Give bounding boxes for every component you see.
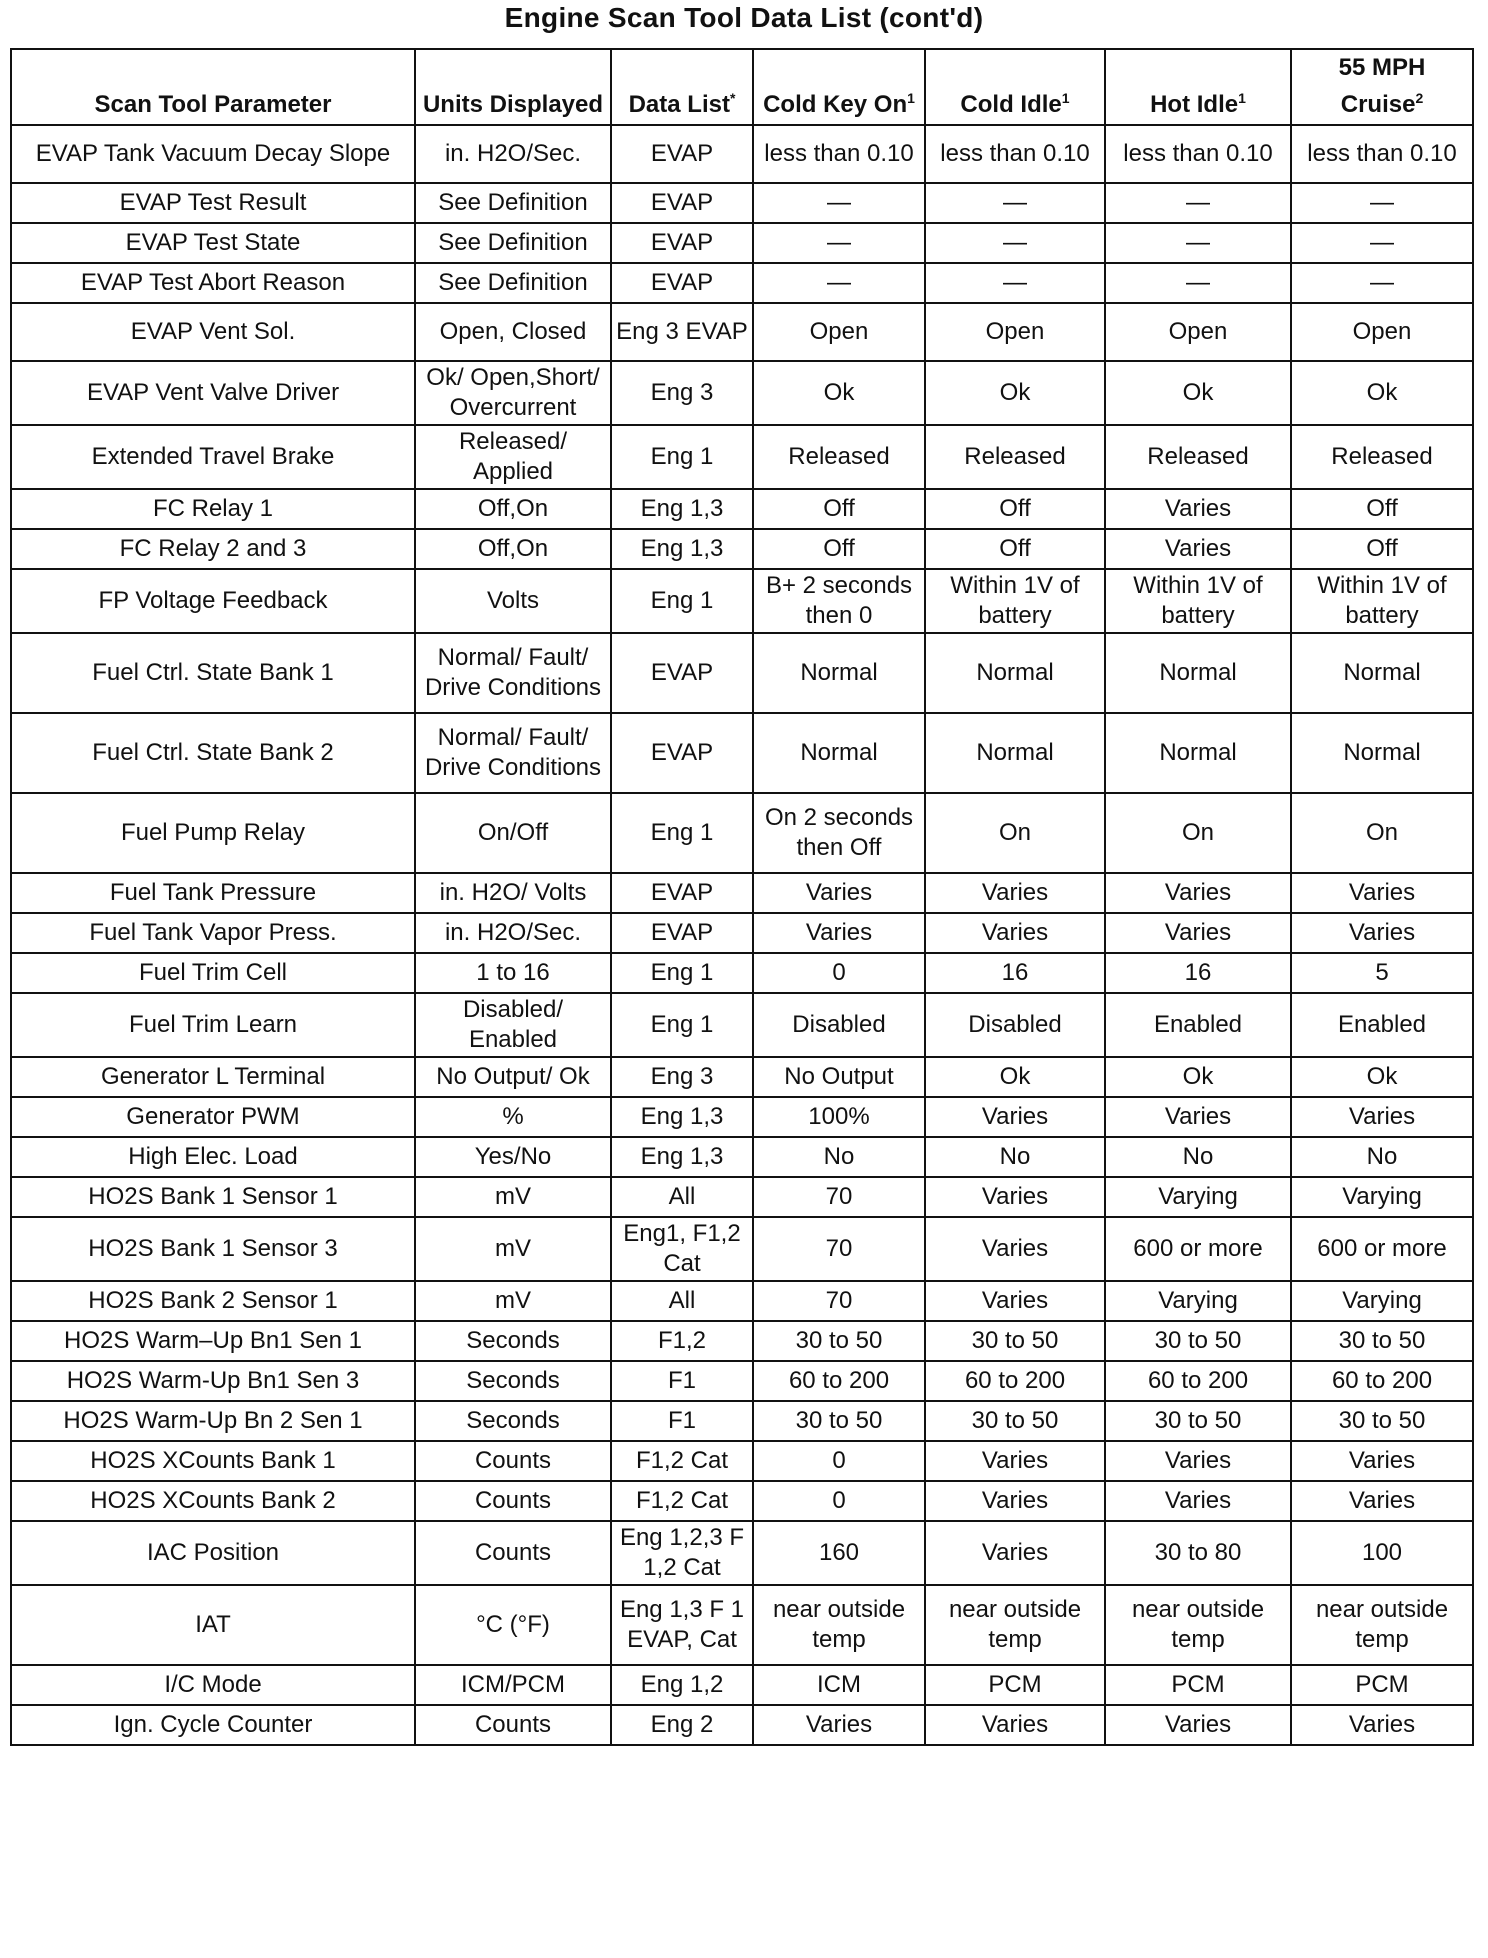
table-row (11, 1057, 1473, 1097)
units-cell: in. H2O/ Volts (415, 873, 611, 913)
cold-key-on-cell: 30 to 50 (753, 1401, 925, 1441)
cold-key-on-cell: Normal (753, 713, 925, 793)
units-cell: Seconds (415, 1361, 611, 1401)
cold-key-on-cell: 100% (753, 1097, 925, 1137)
cold-idle-cell: 30 to 50 (925, 1321, 1105, 1361)
cold-idle-cell: Varies (925, 1441, 1105, 1481)
cold-key-on-cell: Ok (753, 361, 925, 425)
units-cell: in. H2O/Sec. (415, 125, 611, 183)
cold-idle-cell: Varies (925, 1217, 1105, 1281)
data-list-cell: Eng 3 (611, 361, 753, 425)
table-row (11, 223, 1473, 263)
parameter-cell: Fuel Tank Pressure (11, 873, 415, 913)
parameter-cell: IAC Position (11, 1521, 415, 1585)
cold-key-on-cell: — (753, 223, 925, 263)
header-row (11, 49, 1473, 125)
units-cell: Seconds (415, 1401, 611, 1441)
scan-tool-data-table (10, 48, 1474, 1746)
units-cell: See Definition (415, 263, 611, 303)
parameter-cell: EVAP Tank Vacuum Decay Slope (11, 125, 415, 183)
hot-idle-cell: PCM (1105, 1665, 1291, 1705)
units-cell: See Definition (415, 183, 611, 223)
cruise-cell: Varies (1291, 1481, 1473, 1521)
cruise-cell: Varies (1291, 1441, 1473, 1481)
data-list-cell: All (611, 1177, 753, 1217)
hot-idle-cell: 30 to 80 (1105, 1521, 1291, 1585)
cold-idle-cell: Varies (925, 913, 1105, 953)
cold-key-on-cell: near outside temp (753, 1585, 925, 1665)
hot-idle-cell: Ok (1105, 1057, 1291, 1097)
data-list-cell: Eng 1,3 F 1 EVAP, Cat (611, 1585, 753, 1665)
data-list-cell: Eng 1,3 (611, 1097, 753, 1137)
parameter-cell: Extended Travel Brake (11, 425, 415, 489)
cold-idle-cell: less than 0.10 (925, 125, 1105, 183)
table-row (11, 1177, 1473, 1217)
cold-idle-cell: Varies (925, 1705, 1105, 1745)
units-cell: 1 to 16 (415, 953, 611, 993)
table-row (11, 1281, 1473, 1321)
cold-idle-cell: Off (925, 489, 1105, 529)
cruise-cell: Released (1291, 425, 1473, 489)
data-list-cell: Eng 3 EVAP (611, 303, 753, 361)
table-row (11, 263, 1473, 303)
table-row (11, 489, 1473, 529)
units-cell: Normal/ Fault/ Drive Conditions (415, 633, 611, 713)
table-row (11, 633, 1473, 713)
cold-idle-cell: Varies (925, 1097, 1105, 1137)
table-row (11, 1097, 1473, 1137)
cold-key-on-cell: Varies (753, 913, 925, 953)
cold-key-on-cell: 0 (753, 953, 925, 993)
parameter-cell: EVAP Test Result (11, 183, 415, 223)
cold-idle-cell: Varies (925, 1177, 1105, 1217)
hot-idle-cell: Varying (1105, 1177, 1291, 1217)
cruise-cell: Ok (1291, 361, 1473, 425)
cold-idle-cell: Normal (925, 633, 1105, 713)
cruise-cell: Varying (1291, 1281, 1473, 1321)
cold-key-on-cell: Varies (753, 873, 925, 913)
table-row (11, 793, 1473, 873)
data-list-cell: Eng 1 (611, 793, 753, 873)
data-list-cell: F1,2 Cat (611, 1441, 753, 1481)
hot-idle-cell: Normal (1105, 633, 1291, 713)
cruise-cell: Varies (1291, 913, 1473, 953)
cruise-cell: No (1291, 1137, 1473, 1177)
hot-idle-cell: Varies (1105, 873, 1291, 913)
table-row (11, 1585, 1473, 1665)
units-cell: in. H2O/Sec. (415, 913, 611, 953)
cold-key-on-cell: Normal (753, 633, 925, 713)
units-cell: Off,On (415, 529, 611, 569)
table-row (11, 913, 1473, 953)
cold-idle-cell: Off (925, 529, 1105, 569)
cold-key-on-cell: 70 (753, 1177, 925, 1217)
header-cell: Data List* (611, 49, 753, 125)
cold-idle-cell: No (925, 1137, 1105, 1177)
parameter-cell: EVAP Vent Valve Driver (11, 361, 415, 425)
table-row (11, 1441, 1473, 1481)
hot-idle-cell: 30 to 50 (1105, 1401, 1291, 1441)
hot-idle-cell: Ok (1105, 361, 1291, 425)
cruise-cell: Enabled (1291, 993, 1473, 1057)
parameter-cell: HO2S Warm–Up Bn1 Sen 1 (11, 1321, 415, 1361)
parameter-cell: Fuel Ctrl. State Bank 2 (11, 713, 415, 793)
cold-key-on-cell: less than 0.10 (753, 125, 925, 183)
parameter-cell: Ign. Cycle Counter (11, 1705, 415, 1745)
cold-idle-cell: Varies (925, 1281, 1105, 1321)
table-row (11, 1665, 1473, 1705)
units-cell: mV (415, 1177, 611, 1217)
data-list-cell: EVAP (611, 223, 753, 263)
data-list-cell: Eng1, F1,2 Cat (611, 1217, 753, 1281)
units-cell: Off,On (415, 489, 611, 529)
table-row (11, 713, 1473, 793)
parameter-cell: EVAP Test Abort Reason (11, 263, 415, 303)
parameter-cell: Fuel Trim Cell (11, 953, 415, 993)
cruise-cell: — (1291, 183, 1473, 223)
cold-key-on-cell: Off (753, 489, 925, 529)
parameter-cell: HO2S Bank 1 Sensor 3 (11, 1217, 415, 1281)
cruise-cell: Within 1V of battery (1291, 569, 1473, 633)
hot-idle-cell: — (1105, 223, 1291, 263)
units-cell: mV (415, 1281, 611, 1321)
parameter-cell: Fuel Tank Vapor Press. (11, 913, 415, 953)
parameter-cell: Generator L Terminal (11, 1057, 415, 1097)
units-cell: Counts (415, 1481, 611, 1521)
hot-idle-cell: 16 (1105, 953, 1291, 993)
data-list-cell: EVAP (611, 263, 753, 303)
units-cell: ICM/PCM (415, 1665, 611, 1705)
units-cell: Counts (415, 1521, 611, 1585)
hot-idle-cell: — (1105, 263, 1291, 303)
cruise-cell: near outside temp (1291, 1585, 1473, 1665)
table-row (11, 183, 1473, 223)
units-cell: Disabled/ Enabled (415, 993, 611, 1057)
cold-key-on-cell: Open (753, 303, 925, 361)
units-cell: % (415, 1097, 611, 1137)
parameter-cell: HO2S XCounts Bank 1 (11, 1441, 415, 1481)
table-row (11, 125, 1473, 183)
units-cell: Seconds (415, 1321, 611, 1361)
data-list-cell: All (611, 1281, 753, 1321)
cold-idle-cell: 30 to 50 (925, 1401, 1105, 1441)
units-cell: See Definition (415, 223, 611, 263)
cold-idle-cell: On (925, 793, 1105, 873)
hot-idle-cell: 600 or more (1105, 1217, 1291, 1281)
parameter-cell: EVAP Test State (11, 223, 415, 263)
table-row (11, 1361, 1473, 1401)
data-list-cell: EVAP (611, 713, 753, 793)
cruise-cell: Varies (1291, 1097, 1473, 1137)
units-cell: Normal/ Fault/ Drive Conditions (415, 713, 611, 793)
hot-idle-cell: less than 0.10 (1105, 125, 1291, 183)
table-row (11, 1521, 1473, 1585)
cruise-cell: Normal (1291, 713, 1473, 793)
cold-idle-cell: Ok (925, 1057, 1105, 1097)
table-row (11, 361, 1473, 425)
data-list-cell: Eng 1 (611, 993, 753, 1057)
hot-idle-cell: Varies (1105, 913, 1291, 953)
cold-idle-cell: Normal (925, 713, 1105, 793)
hot-idle-cell: Varying (1105, 1281, 1291, 1321)
cold-idle-cell: — (925, 183, 1105, 223)
cruise-cell: 60 to 200 (1291, 1361, 1473, 1401)
units-cell: Counts (415, 1441, 611, 1481)
data-list-cell: Eng 1,2,3 F 1,2 Cat (611, 1521, 753, 1585)
cruise-cell: Ok (1291, 1057, 1473, 1097)
units-cell: Yes/No (415, 1137, 611, 1177)
cold-key-on-cell: — (753, 263, 925, 303)
hot-idle-cell: 60 to 200 (1105, 1361, 1291, 1401)
units-cell: °C (°F) (415, 1585, 611, 1665)
parameter-cell: I/C Mode (11, 1665, 415, 1705)
cruise-cell: Open (1291, 303, 1473, 361)
hot-idle-cell: Varies (1105, 1481, 1291, 1521)
cold-idle-cell: Ok (925, 361, 1105, 425)
cruise-cell: 100 (1291, 1521, 1473, 1585)
cold-idle-cell: Varies (925, 873, 1105, 913)
data-list-cell: Eng 1 (611, 425, 753, 489)
cold-key-on-cell: 70 (753, 1217, 925, 1281)
data-list-cell: Eng 1,3 (611, 529, 753, 569)
cold-key-on-cell: On 2 seconds then Off (753, 793, 925, 873)
hot-idle-cell: Varies (1105, 1441, 1291, 1481)
hot-idle-cell: Normal (1105, 713, 1291, 793)
table-row (11, 1401, 1473, 1441)
data-list-cell: Eng 1 (611, 953, 753, 993)
cold-key-on-cell: Disabled (753, 993, 925, 1057)
units-cell: No Output/ Ok (415, 1057, 611, 1097)
cruise-cell: 30 to 50 (1291, 1321, 1473, 1361)
cruise-cell: — (1291, 223, 1473, 263)
cold-idle-cell: Within 1V of battery (925, 569, 1105, 633)
parameter-cell: Fuel Trim Learn (11, 993, 415, 1057)
cold-key-on-cell: 160 (753, 1521, 925, 1585)
units-cell: mV (415, 1217, 611, 1281)
table-row (11, 993, 1473, 1057)
cold-idle-cell: near outside temp (925, 1585, 1105, 1665)
data-list-cell: Eng 1 (611, 569, 753, 633)
data-list-cell: EVAP (611, 873, 753, 913)
data-list-cell: Eng 1,3 (611, 1137, 753, 1177)
page-title: Engine Scan Tool Data List (cont'd) (504, 2, 984, 33)
header-cell: Hot Idle$^1$ (1105, 49, 1291, 125)
parameter-cell: IAT (11, 1585, 415, 1665)
units-cell: Ok/ Open,Short/ Overcurrent (415, 361, 611, 425)
data-list-cell: EVAP (611, 183, 753, 223)
parameter-cell: HO2S Bank 2 Sensor 1 (11, 1281, 415, 1321)
data-list-cell: F1 (611, 1361, 753, 1401)
cold-key-on-cell: Off (753, 529, 925, 569)
parameter-cell: EVAP Vent Sol. (11, 303, 415, 361)
parameter-cell: HO2S Warm-Up Bn1 Sen 3 (11, 1361, 415, 1401)
cold-key-on-cell: 0 (753, 1481, 925, 1521)
cruise-cell: Varies (1291, 1705, 1473, 1745)
cruise-cell: 5 (1291, 953, 1473, 993)
cold-idle-cell: Varies (925, 1481, 1105, 1521)
hot-idle-cell: — (1105, 183, 1291, 223)
parameter-cell: HO2S XCounts Bank 2 (11, 1481, 415, 1521)
cruise-cell: less than 0.10 (1291, 125, 1473, 183)
hot-idle-cell: Enabled (1105, 993, 1291, 1057)
cold-key-on-cell: Released (753, 425, 925, 489)
table-row (11, 873, 1473, 913)
cold-idle-cell: 16 (925, 953, 1105, 993)
header-cell: Cold Idle$^1$ (925, 49, 1105, 125)
table-row (11, 1705, 1473, 1745)
data-list-cell: EVAP (611, 633, 753, 713)
units-cell: Open, Closed (415, 303, 611, 361)
parameter-cell: HO2S Warm-Up Bn 2 Sen 1 (11, 1401, 415, 1441)
parameter-cell: Fuel Pump Relay (11, 793, 415, 873)
parameter-cell: Generator PWM (11, 1097, 415, 1137)
cold-idle-cell: Open (925, 303, 1105, 361)
cold-idle-cell: Varies (925, 1521, 1105, 1585)
cold-idle-cell: Released (925, 425, 1105, 489)
data-list-cell: Eng 3 (611, 1057, 753, 1097)
data-list-cell: F1 (611, 1401, 753, 1441)
table-row (11, 953, 1473, 993)
cold-key-on-cell: B+ 2 seconds then 0 (753, 569, 925, 633)
hot-idle-cell: 30 to 50 (1105, 1321, 1291, 1361)
parameter-cell: High Elec. Load (11, 1137, 415, 1177)
cruise-cell: Varies (1291, 873, 1473, 913)
hot-idle-cell: Varies (1105, 1097, 1291, 1137)
table-row (11, 303, 1473, 361)
table-row (11, 1321, 1473, 1361)
header-cell: 55 MPH Cruise$^2$ (1291, 49, 1473, 125)
cold-key-on-cell: 70 (753, 1281, 925, 1321)
data-list-cell: Eng 1,2 (611, 1665, 753, 1705)
cruise-cell: — (1291, 263, 1473, 303)
units-cell: Released/ Applied (415, 425, 611, 489)
cruise-cell: Off (1291, 529, 1473, 569)
hot-idle-cell: On (1105, 793, 1291, 873)
hot-idle-cell: near outside temp (1105, 1585, 1291, 1665)
cruise-cell: Normal (1291, 633, 1473, 713)
cold-key-on-cell: 30 to 50 (753, 1321, 925, 1361)
units-cell: Volts (415, 569, 611, 633)
cold-key-on-cell: — (753, 183, 925, 223)
parameter-cell: HO2S Bank 1 Sensor 1 (11, 1177, 415, 1217)
cold-idle-cell: — (925, 223, 1105, 263)
cold-idle-cell: Disabled (925, 993, 1105, 1057)
hot-idle-cell: Open (1105, 303, 1291, 361)
table-row (11, 1137, 1473, 1177)
cold-idle-cell: — (925, 263, 1105, 303)
cruise-cell: On (1291, 793, 1473, 873)
header-cell: Units Displayed (415, 49, 611, 125)
cold-key-on-cell: Varies (753, 1705, 925, 1745)
cold-key-on-cell: 60 to 200 (753, 1361, 925, 1401)
data-list-cell: Eng 2 (611, 1705, 753, 1745)
cold-idle-cell: PCM (925, 1665, 1105, 1705)
hot-idle-cell: Within 1V of battery (1105, 569, 1291, 633)
data-list-cell: Eng 1,3 (611, 489, 753, 529)
hot-idle-cell: Varies (1105, 489, 1291, 529)
data-list-cell: F1,2 Cat (611, 1481, 753, 1521)
hot-idle-cell: Varies (1105, 1705, 1291, 1745)
table-row (11, 529, 1473, 569)
table-row (11, 425, 1473, 489)
cold-key-on-cell: No (753, 1137, 925, 1177)
cruise-cell: Varying (1291, 1177, 1473, 1217)
header-cell: Cold Key On$^1$ (753, 49, 925, 125)
cold-key-on-cell: 0 (753, 1441, 925, 1481)
cruise-cell: 600 or more (1291, 1217, 1473, 1281)
table-row (11, 1481, 1473, 1521)
table-row (11, 569, 1473, 633)
cold-key-on-cell: ICM (753, 1665, 925, 1705)
cruise-cell: Off (1291, 489, 1473, 529)
parameter-cell: FC Relay 2 and 3 (11, 529, 415, 569)
parameter-cell: FP Voltage Feedback (11, 569, 415, 633)
hot-idle-cell: Released (1105, 425, 1291, 489)
table-row (11, 1217, 1473, 1281)
cold-idle-cell: 60 to 200 (925, 1361, 1105, 1401)
cold-key-on-cell: No Output (753, 1057, 925, 1097)
data-list-cell: F1,2 (611, 1321, 753, 1361)
cruise-cell: 30 to 50 (1291, 1401, 1473, 1441)
header-cell: Scan Tool Parameter (11, 49, 415, 125)
hot-idle-cell: Varies (1105, 529, 1291, 569)
data-list-cell: EVAP (611, 125, 753, 183)
parameter-cell: Fuel Ctrl. State Bank 1 (11, 633, 415, 713)
units-cell: On/Off (415, 793, 611, 873)
units-cell: Counts (415, 1705, 611, 1745)
cruise-cell: PCM (1291, 1665, 1473, 1705)
data-list-cell: EVAP (611, 913, 753, 953)
parameter-cell: FC Relay 1 (11, 489, 415, 529)
hot-idle-cell: No (1105, 1137, 1291, 1177)
